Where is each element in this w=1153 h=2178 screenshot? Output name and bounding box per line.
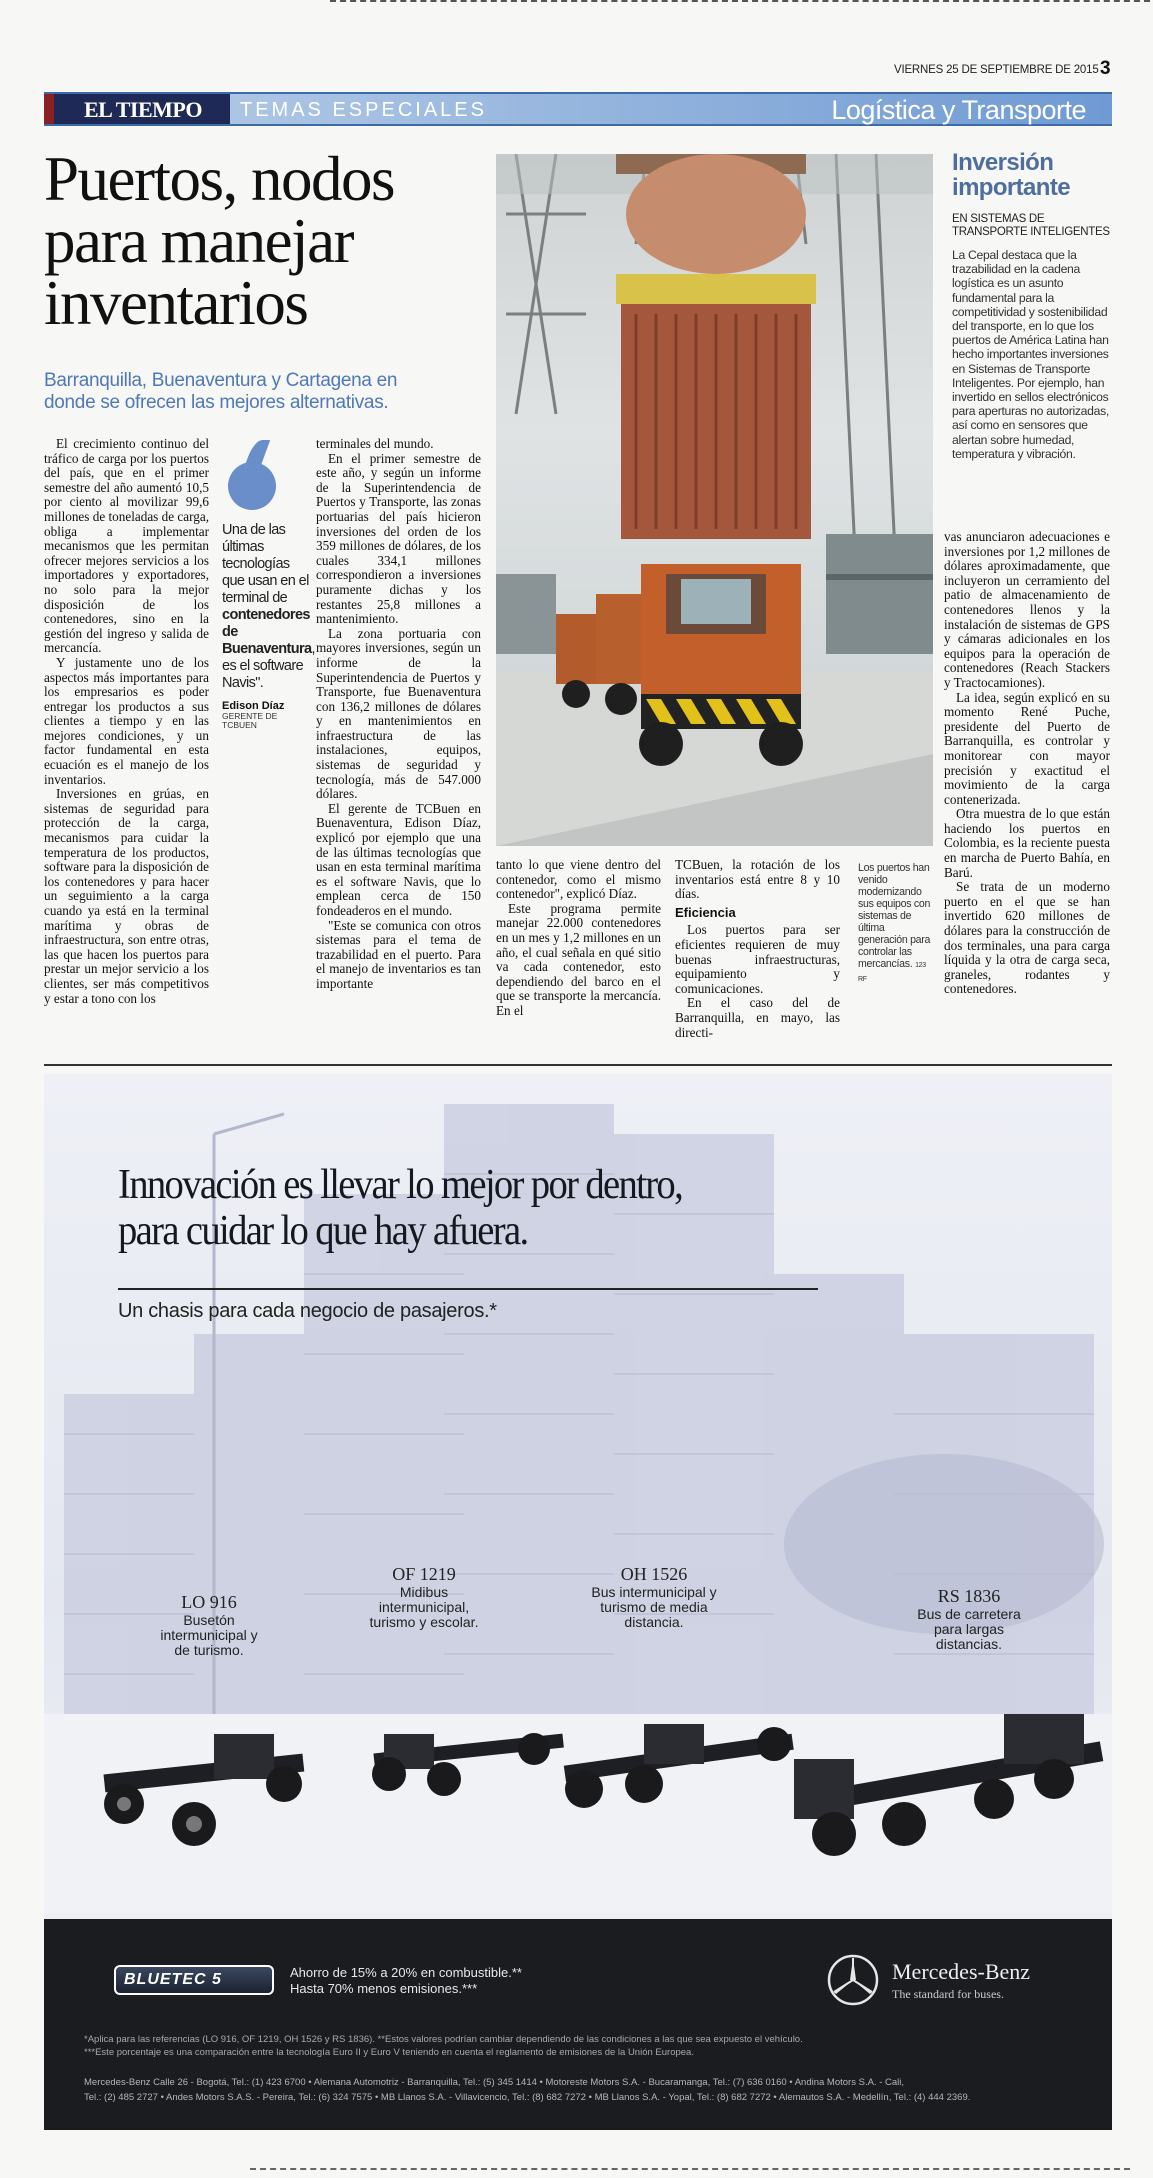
caption-text: Los puertos han venido modernizando sus equipos con sistemas de última generación para controlar las mercancías. [858, 862, 931, 970]
brand-name: EL TIEMPO [84, 97, 202, 122]
chassis-lo916 [104, 1734, 305, 1846]
paragraph: vas anunciaron adecuaciones e inversiones por 1,2 millones de dólares aproximadamente, que incluyeron un cerramiento del patio de almacenamiento de contenedores llenos y la instalación de sistemas de GPS y cámaras adicionales en los equipos para la operación de contenedores (Reach Stackers y Tractocamiones). [944, 530, 1110, 690]
advertisement [44, 1074, 1112, 2130]
section-label: TEMAS ESPECIALES [240, 99, 487, 121]
paragraph: tanto lo que viene dentro del contenedor, como el mismo contenedor", explicó Díaz. [496, 858, 661, 902]
paragraph: TCBuen, la rotación de los inventarios está entre 8 y 10 días. [675, 858, 840, 902]
model-description: Midibus intermunicipal, turismo y escolar. [369, 1584, 479, 1630]
title-line-2: para manejar [44, 206, 354, 276]
brand-box [44, 94, 230, 124]
pull-quote [222, 440, 315, 730]
sidebar-kicker: EN SISTEMAS DE TRANSPORTE INTELIGENTES [952, 213, 1110, 238]
title-line-1: Puertos, nodos [44, 144, 395, 214]
paragraph: Inversiones en grúas, en sistemas de seguridad para protección de la carga, mecanismos para cuidar la temperatura de los productos, software para la disposición de los contenedores y para hacer un seguimiento a la carga cuando ya está en la terminal marítima y obras de infraestructura, son entre otras, las que hacen los puertos para prestar un mejor servicio a los clientes, ser más competitivos y estar a tono con los [44, 786, 209, 1006]
page-number: 3 [1100, 58, 1111, 79]
paragraph: Este programa permite manejar 22.000 contenedores en un mes y 1,2 millones en un año, el cual señala en qué sitio va cada contenedor, esto dependiendo del barco en el que se transporte la mercancía. En el [496, 900, 661, 1018]
brand-tagline: The standard for buses. [892, 1987, 1004, 2001]
section-bar [44, 92, 1112, 126]
model-name: RS 1836 [937, 1586, 1001, 1606]
article-column-1 [44, 437, 209, 1042]
paragraph: La idea, según explicó en su momento René Puche, presidente del Puerto de Barranquilla, es controlar y monitorear con mayor precisión y exactitud el movimiento de la carga contenerizada. [944, 689, 1110, 807]
paragraph: "Este se comunica con otros sistemas para el tema de trazabilidad en el puerto. Para el manejo de inventarios es tan importante [316, 917, 481, 991]
paragraph: Los puertos para ser eficientes requieren de muy buenas infraestructuras, equipamiento y comunicaciones. [675, 922, 840, 996]
model-rs1836 [904, 1586, 1034, 1652]
article-subtitle: Barranquilla, Buenaventura y Cartagena en donde se ofrecen las mejores alternativas. [44, 370, 398, 413]
ad-headline-line-2: para cuidar lo que hay afuera. [118, 1208, 528, 1254]
dealer-line-1: Mercedes-Benz Calle 26 - Bogotá, Tel.: (1) 423 6700 • Alemana Automotriz - Barranquilla, Tel.: (5) 345 1414 • Motoreste Motors S.A. - Bucaramanga, Tel.: (7) 636 0160 • Andina Motors S.A. - Cali, [84, 2077, 905, 2088]
chassis-row [44, 1674, 1112, 1894]
article-column-4 [496, 858, 661, 1043]
quote-text [222, 522, 315, 692]
brand-name-ad: Mercedes-Benz [892, 1959, 1031, 1984]
model-name: LO 916 [181, 1592, 237, 1612]
port-photo [496, 154, 933, 846]
ad-footer-bar [44, 1919, 1112, 2130]
photo-caption [858, 862, 936, 986]
model-name: OH 1526 [620, 1564, 688, 1584]
model-description: Bus de carretera para largas distancias. [917, 1606, 1021, 1652]
sidebar-text: La Cepal destaca que la trazabilidad en la cadena logística es un asunto fundamental para la competitividad y sostenibilidad del transporte, en lo que los puertos de América Latina han hecho importantes inversiones en Sistemas de Transporte Inteligentes. Por ejemplo, han invertido en sellos electrónicos para aperturas no autorizadas, así como en sensores que alertan sobre humedad, temperatura y vibración. [952, 248, 1109, 461]
section-heading: Eficiencia [675, 904, 736, 920]
paragraph: Se trata de un moderno puerto en el que se han invertido 620 millones de dólares para la construcción de dos terminales, una para carga líquida y la otra de carga seca, graneles, rodantes y contenedores. [944, 879, 1110, 997]
model-lo916 [134, 1592, 284, 1658]
paragraph: El crecimiento continuo del tráfico de carga por los puertos del país, que en el primer semestre del año aumentó 10,5 por ciento al movilizar 99,6 millones de toneladas de carga, obliga a implementar mecanismos que les permitan ofrecer mejores servicios a los importadores y exportadores, no solo para la mejor disposición de los contenedores, sino en la gestión del ingreso y salida de mercancía. [44, 437, 209, 656]
model-of1219 [354, 1564, 494, 1630]
dealer-line-2: Tel.: (2) 485 2727 • Andes Motors S.A.S. - Pereira, Tel.: (6) 324 7575 • MB Llanos S.A. - Villavicencio, Tel.: (8) 682 7272 • MB Llanos S.A. - Yopal, Tel.: (8) 682 7272 • Alemautos S.A. - Medellín, Tel.: (4) 444 2369. [84, 2092, 971, 2103]
chassis-oh1526 [564, 1724, 794, 1808]
ad-headline-rule [118, 1288, 818, 1290]
paragraph: Y justamente uno de los aspectos más importantes para los empresarios es poder entregar los productos a sus clientes a tiempo y en las mejores condiciones, y un factor fundamental en esta ecuación es el manejo de los inventarios. [44, 654, 209, 787]
quote-role: GERENTE DE TCBUEN [222, 711, 278, 730]
model-name: OF 1219 [392, 1564, 456, 1584]
quote-text-a: Una de las últimas tecnologías que usan en el terminal de [222, 522, 309, 606]
article-title [44, 144, 494, 338]
bluetec-logo [114, 1965, 274, 1995]
quote-text-b: , es el software Navis". [222, 641, 315, 691]
sidebar-title: Inversión importante [952, 149, 1071, 201]
savings-line-2: Hasta 70% menos emisiones.*** [290, 1981, 478, 1996]
paragraph: Otra muestra de lo que están haciendo los puertos en Colombia, es la reciente puesta en marcha de Puerto Bahía, en Barú. [944, 806, 1110, 880]
ad-headline-line-1: Innovación es llevar lo mejor por dentro, [118, 1162, 683, 1208]
model-description: Bus intermunicipal y turismo de media distancia. [591, 1584, 717, 1630]
article-column-5 [675, 858, 840, 1043]
footnote-1: *Aplica para las referencias (LO 916, OF 1219, OH 1526 y RS 1836). **Estos valores podrían cambiar dependiendo de las condiciones a las que sea expuesto el vehículo. [84, 2034, 803, 2045]
paragraph: El gerente de TCBuen en Buenaventura, Edison Díaz, explicó por ejemplo que una de las últimas tecnologías que usan en esta terminal marítima es el software Navis, que lo emplean cerca de 150 fondeaderos en el mundo. [316, 800, 481, 918]
quote-author: Edison Díaz [222, 700, 285, 712]
model-oh1526 [584, 1564, 724, 1630]
mercedes-star-icon [826, 1953, 880, 2007]
photo-illustration [496, 154, 933, 846]
article-column-6 [944, 530, 1110, 1045]
paragraph: En el primer semestre de este año, y según un informe de la Superintendencia de Puertos y Transporte, las zonas portuarias del país hicieron inversiones del orden de los 359 millones de dólares, de los cuales 334,1 millones correspondieron a inversiones puramente dichas y los restantes 25,8 millones a mantenimiento. [316, 450, 481, 627]
title-line-3: inventarios [44, 268, 308, 338]
top-edge-line [330, 0, 1150, 4]
quote-text-bold: contenedores de Buenaventura [222, 607, 312, 657]
paragraph: En el caso del de Barranquilla, en mayo, las directi- [675, 995, 840, 1040]
caption-credit: 123 RF [858, 962, 926, 983]
section-divider [44, 1064, 1112, 1066]
quote-mark-icon [228, 440, 278, 510]
bottom-edge-line [250, 2168, 1130, 2171]
ad-headline [118, 1162, 817, 1254]
article-column-3 [316, 437, 481, 1042]
chassis-rs1836 [794, 1714, 1103, 1856]
paragraph: La zona portuaria con mayores inversiones, según un informe de la Superintendencia de Puertos y Transporte, fue Buenaventura con 136,2 millones de dólares y en mantenimientos en infraestructura de las instalaciones, equipos, sistemas de seguridad y tecnología, más de 547.000 dólares. [316, 625, 481, 802]
savings-text [290, 1965, 522, 1997]
chassis-of1219 [372, 1733, 564, 1796]
topic-label: Logística y Transporte [831, 95, 1086, 125]
footnote-2: ***Este porcentaje es una comparación entre la tecnología Euro II y Euro V teniendo en cuenta el reglamento de emisiones de la Unión Europea. [84, 2047, 694, 2058]
model-description: Busetón intermunicipal y de turismo. [160, 1612, 258, 1658]
bluetec-logo-text: BLUETEC 5 [124, 1971, 222, 1988]
page-date: VIERNES 25 DE SEPTIEMBRE DE 2015 [894, 64, 1099, 76]
ad-subhead: Un chasis para cada negocio de pasajeros.* [118, 1300, 497, 1322]
savings-line-1: Ahorro de 15% a 20% en combustible.** [290, 1965, 522, 1980]
ad-footnotes [84, 2033, 1084, 2059]
dealer-list [84, 2075, 1094, 2105]
paragraph: terminales del mundo. [316, 437, 434, 451]
